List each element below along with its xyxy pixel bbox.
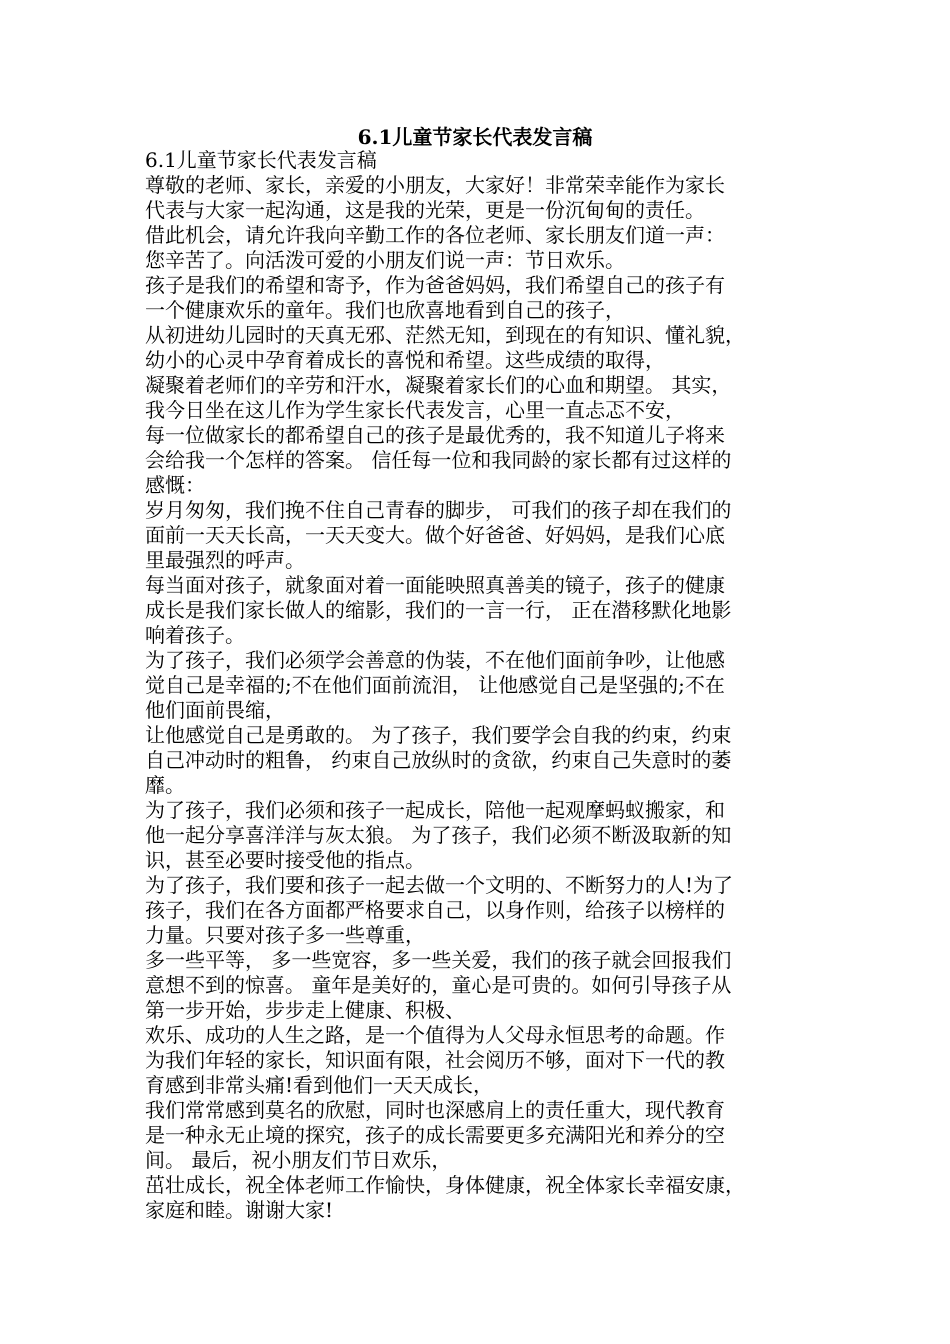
- text-line: 借此机会，请允许我向辛勤工作的各位老师、家长朋友们道一声：: [145, 223, 725, 247]
- text-line: 为了孩子，我们必须学会善意的伪装，不在他们面前争吵，让他感: [145, 648, 725, 672]
- text-line: 意想不到的惊喜。 童年是美好的，童心是可贵的。如何引导孩子从: [145, 973, 732, 997]
- text-line: 为了孩子，我们必须和孩子一起成长，陪他一起观摩蚂蚁搬家，和: [145, 798, 725, 822]
- text-line: 您辛苦了。向活泼可爱的小朋友们说一声：节日欢乐。: [145, 248, 625, 272]
- text-line: 凝聚着老师们的辛劳和汗水，凝聚着家长们的心血和期望。 其实，: [145, 373, 732, 397]
- text-line: 会给我一个怎样的答案。 信任每一位和我同龄的家长都有过这样的: [145, 448, 732, 472]
- text-line: 6.1儿童节家长代表发言稿: [145, 148, 377, 172]
- text-line: 间。 最后，祝小朋友们节日欢乐，: [145, 1148, 452, 1172]
- text-line: 欢乐、成功的人生之路，是一个值得为人父母永恒思考的命题。作: [145, 1023, 725, 1047]
- text-line: 我今日坐在这儿作为学生家长代表发言，心里一直忐忑不安，: [145, 398, 685, 422]
- text-line: 孩子是我们的希望和寄予，作为爸爸妈妈，我们希望自己的孩子有: [145, 273, 725, 297]
- text-line: 自己冲动时的粗鲁， 约束自己放纵时的贪欲，约束自己失意时的萎: [145, 748, 732, 772]
- text-line: 育感到非常头痛!看到他们一天天成长，: [145, 1073, 494, 1097]
- text-line: 他们面前畏缩，: [145, 698, 285, 722]
- text-line: 每当面对孩子，就象面对着一面能映照真善美的镜子，孩子的健康: [145, 573, 725, 597]
- text-line: 第一步开始，步步走上健康、积极、: [145, 998, 465, 1022]
- text-line: 面前一天天长高，一天天变大。做个好爸爸、好妈妈，是我们心底: [145, 523, 725, 547]
- text-line: 是一种永无止境的探究，孩子的成长需要更多充满阳光和养分的空: [145, 1123, 725, 1147]
- text-line: 响着孩子。: [145, 623, 245, 647]
- text-line: 每一位做家长的都希望自己的孩子是最优秀的，我不知道儿子将来: [145, 423, 725, 447]
- text-line: 觉自己是幸福的;不在他们面前流泪， 让他感觉自己是坚强的;不在: [145, 673, 725, 697]
- text-line: 一个健康欢乐的童年。我们也欣喜地看到自己的孩子，: [145, 298, 625, 322]
- text-line: 幼小的心灵中孕育着成长的喜悦和希望。这些成绩的取得，: [145, 348, 665, 372]
- text-line: 我们常常感到莫名的欣慰，同时也深感肩上的责任重大，现代教育: [145, 1098, 725, 1122]
- text-line: 尊敬的老师、家长，亲爱的小朋友，大家好！非常荣幸能作为家长: [145, 173, 725, 197]
- text-line: 代表与大家一起沟通，这是我的光荣，更是一份沉甸甸的责任。: [145, 198, 705, 222]
- text-line: 从初进幼儿园时的天真无邪、茫然无知，到现在的有知识、懂礼貌，: [145, 323, 745, 347]
- text-line: 孩子，我们在各方面都严格要求自己，以身作则，给孩子以榜样的: [145, 898, 725, 922]
- text-line: 为了孩子，我们要和孩子一起去做一个文明的、不断努力的人!为了: [145, 873, 734, 897]
- text-line: 力量。只要对孩子多一些尊重，: [145, 923, 425, 947]
- document-title: 6.1儿童节家长代表发言稿: [357, 125, 593, 149]
- text-line: 为我们年轻的家长，知识面有限，社会阅历不够，面对下一代的教: [145, 1048, 725, 1072]
- text-line: 识，甚至必要时接受他的指点。: [145, 848, 425, 872]
- text-line: 让他感觉自己是勇敢的。 为了孩子，我们要学会自我的约束，约束: [145, 723, 732, 747]
- text-line: 家庭和睦。谢谢大家!: [145, 1198, 334, 1222]
- text-line: 靡。: [145, 773, 185, 797]
- text-line: 里最强烈的呼声。: [145, 548, 305, 572]
- text-line: 茁壮成长，祝全体老师工作愉快，身体健康，祝全体家长幸福安康，: [145, 1173, 745, 1197]
- text-line: 成长是我们家长做人的缩影，我们的一言一行， 正在潜移默化地影: [145, 598, 732, 622]
- document-body: [145, 148, 808, 1223]
- text-line: 感慨：: [145, 473, 205, 497]
- text-line: 多一些平等， 多一些宽容，多一些关爱，我们的孩子就会回报我们: [145, 948, 732, 972]
- text-line: 岁月匆匆，我们挽不住自己青春的脚步， 可我们的孩子却在我们的: [145, 498, 732, 522]
- text-line: 他一起分享喜洋洋与灰太狼。 为了孩子，我们必须不断汲取新的知: [145, 823, 732, 847]
